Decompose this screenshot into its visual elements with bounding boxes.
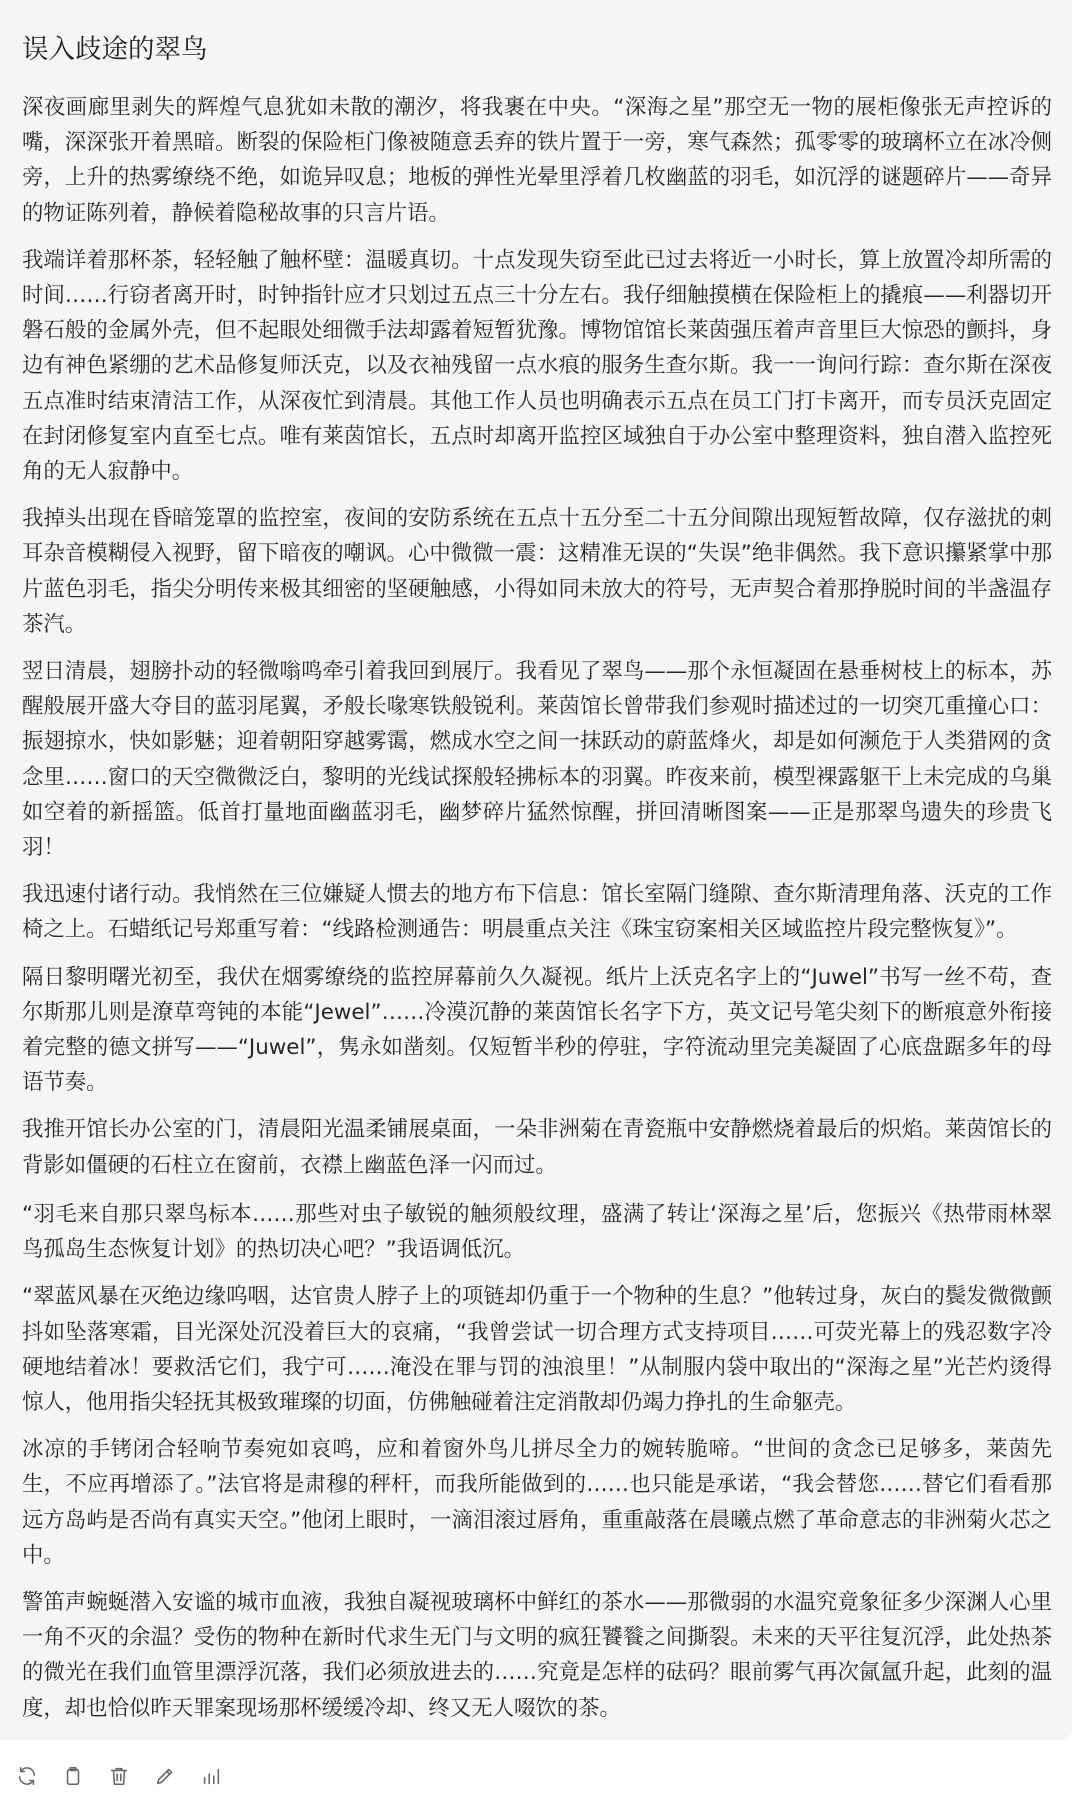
refresh-icon (16, 1765, 38, 1787)
delete-button[interactable] (100, 1760, 138, 1792)
paragraph: “羽毛来自那只翠鸟标本……那些对虫子敏锐的触须般纹理，盛满了转让‘深海之星’后，您振兴《热带雨林翠鸟孤岛生态恢复计划》的热切决心吧？”我语调低沉。 (22, 1201, 1052, 1263)
article-body (22, 90, 1052, 1726)
paragraph: “翠蓝风暴在灭绝边缘呜咽，达官贵人脖子上的项链却仍重于一个物种的生息？”他转过身，灰白的鬓发微微颤抖如坠落寒霜，目光深处沉没着巨大的哀痛，“我曾尝试一切合理方式支持项目……可荧光幕上的残忍数字冷硬地结着冰！要救活它们，我宁可……淹没在罪与罚的浊浪里！”从制服内袋中取出的“深海之星”光芒灼烫得惊人，他用指尖轻抚其极致璀璨的切面，仿佛触碰着注定消散却仍竭力挣扎的生命躯壳。 (22, 1284, 1052, 1415)
copy-icon (62, 1765, 84, 1787)
article-title: 误入歧途的翠鸟 (22, 34, 208, 65)
paragraph: 翌日清晨，翅膀扑动的轻微嗡鸣牵引着我回到展厅。我看见了翠鸟——那个永恒凝固在悬垂树枝上的标本，苏醒般展开盛大夺目的蓝羽尾翼，矛般长喙寒铁般锐利。莱茵馆长曾带我们参观时描述过的一切突兀重撞心口：振翅掠水，快如影魅；迎着朝阳穿越雾霭，燃成水空之间一抹跃动的蔚蓝烽火，却是如何濒危于人类猎网的贪念里……窗口的天空微微泛白，黎明的光线试探般轻拂标本的羽翼。昨夜来前，模型裸露躯干上未完成的乌巢如空着的新摇篮。低首打量地面幽蓝羽毛，幽梦碎片猛然惊醒，拼回清晰图案——正是那翠鸟遗失的珍贵飞羽！ (22, 659, 1052, 861)
regenerate-button[interactable] (8, 1760, 46, 1792)
paragraph: 警笛声蜿蜒潜入安谧的城市血液，我独自凝视玻璃杯中鲜红的茶水——那微弱的水温究竟象征多少深渊人心里一角不灭的余温？受伤的物种在新时代求生无门与文明的疯狂饕餮之间撕裂。未来的天平往复沉浮，此处热茶的微光在我们血管里漂浮沉落，我们必须放进去的……究竟是怎样的砝码？眼前雾气再次氤氲升起，此刻的温度，却也恰似昨天罪案现场那杯缓缓冷却、终又无人啜饮的茶。 (22, 1589, 1052, 1721)
paragraph: 隔日黎明曙光初至，我伏在烟雾缭绕的监控屏幕前久久凝视。纸片上沃克名字上的“Juwel”书写一丝不苟，查尔斯那儿则是潦草弯钝的本能“Jewel”……冷漠沉静的莱茵馆长名字下方，英文记号笔尖刻下的断痕意外衔接着完整的德文拼写——“Juwel”，隽永如凿刻。仅短暂半秒的停驻，字符流动里完美凝固了心底盘踞多年的母语节奏。 (22, 964, 1052, 1096)
delete-icon (108, 1765, 130, 1787)
message-toolbar (8, 1760, 230, 1792)
copy-button[interactable] (54, 1760, 92, 1792)
paragraph: 我端详着那杯茶，轻轻触了触杯壁：温暖真切。十点发现失窃至此已过去将近一小时长，算上放置冷却所需的时间……行窃者离开时，时钟指针应才只划过五点三十分左右。我仔细触摸横在保险柜上的撬痕——利器切开磐石般的金属外壳，但不起眼处细微手法却露着短暂犹豫。博物馆馆长莱茵强压着声音里巨大惊恐的颤抖，身边有神色紧绷的艺术品修复师沃克，以及衣袖残留一点水痕的服务生查尔斯。我一一询问行踪：查尔斯在深夜五点准时结束清洁工作，从深夜忙到清晨。其他工作人员也明确表示五点在员工门打卡离开，而专员沃克固定在封闭修复室内直至七点。唯有莱茵馆长，五点时却离开监控区域独自于办公室中整理资料，独自潜入监控死角的无人寂静中。 (22, 247, 1052, 485)
stats-button[interactable] (192, 1760, 230, 1792)
paragraph: 深夜画廊里剥失的辉煌气息犹如未散的潮汐，将我裹在中央。“深海之星”那空无一物的展柜像张无声控诉的嘴，深深张开着黑暗。断裂的保险柜门像被随意丢弃的铁片置于一旁，寒气森然；孤零零的玻璃杯立在冰冷侧旁，上升的热雾缭绕不绝，如诡异叹息；地板的弹性光晕里浮着几枚幽蓝的羽毛，如沉浮的谜题碎片——奇异的物证陈列着，静候着隐秘故事的只言片语。 (22, 95, 1052, 226)
paragraph: 我掉头出现在昏暗笼罩的监控室，夜间的安防系统在五点十五分至二十五分间隙出现短暂故障，仅存滋扰的刺耳杂音模糊侵入视野，留下暗夜的嘲讽。心中微微一震：这精准无误的“失误”绝非偶然。我下意识攥紧掌中那片蓝色羽毛，指尖分明传来极其细密的坚硬触感，小得如同未放大的符号，无声契合着那挣脱时间的半盏温存茶汽。 (22, 506, 1052, 637)
paragraph: 我迅速付诸行动。我悄然在三位嫌疑人惯去的地方布下信息：馆长室隔门缝隙、查尔斯清理角落、沃克的工作椅之上。石蜡纸记号郑重写着：“线路检测通告：明晨重点关注《珠宝窃案相关区域监控片段完整恢复》”。 (22, 882, 1052, 943)
stats-icon (200, 1765, 222, 1787)
edit-button[interactable] (146, 1760, 184, 1792)
paragraph: 冰凉的手铐闭合轻响节奏宛如哀鸣，应和着窗外鸟儿拼尽全力的婉转脆啼。“世间的贪念已足够多，莱茵先生，不应再增添了。”法官将是肃穆的秤杆，而我所能做到的……也只能是承诺，“我会替您……替它们看看那远方岛屿是否尚有真实天空。”他闭上眼时，一滴泪滚过唇角，重重敲落在晨曦点燃了革命意志的非洲菊火芯之中。 (22, 1437, 1052, 1568)
paragraph: 我推开馆长办公室的门，清晨阳光温柔铺展桌面，一朵非洲菊在青瓷瓶中安静燃烧着最后的炽焰。莱茵馆长的背影如僵硬的石柱立在窗前，衣襟上幽蓝色泽一闪而过。 (22, 1117, 1052, 1178)
edit-icon (154, 1765, 176, 1787)
